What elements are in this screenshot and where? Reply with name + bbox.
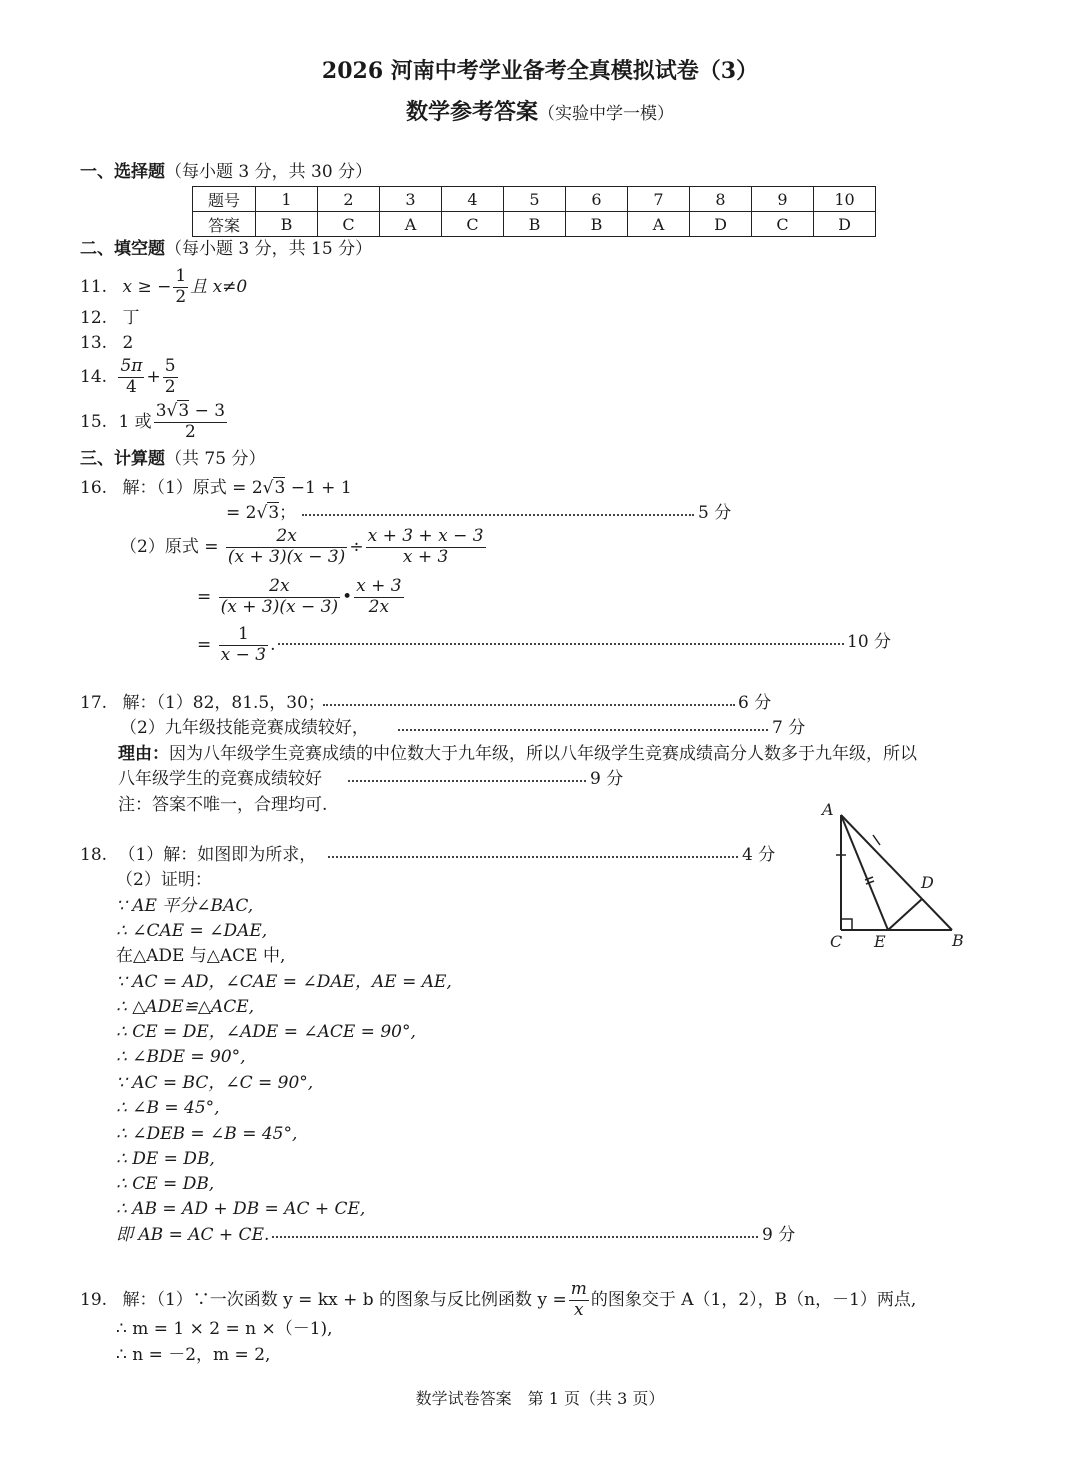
- q11-suffix: 且 x≠0: [190, 276, 248, 297]
- q19-line-3: ∴ n = －2，m = 2,: [116, 1345, 271, 1365]
- row-label-number: 题号: [193, 187, 256, 212]
- table-cell: C: [752, 212, 814, 237]
- table-cell: 9: [752, 187, 814, 212]
- q16-fraction-2: [366, 528, 486, 567]
- label-e: E: [874, 932, 886, 951]
- q18-proof-line: ∴ ∠B = 45°,: [116, 1098, 220, 1118]
- q16-f5-den: x − 3: [220, 644, 267, 665]
- q16-line-2: = 2√3；: [226, 503, 297, 523]
- q18-proof-line: ∴ ∠CAE = ∠DAE,: [116, 921, 268, 941]
- q18-proof-line: ∴ ∠DEB = ∠B = 45°,: [116, 1124, 298, 1144]
- q16-fraction-5: [219, 626, 268, 665]
- label-d: D: [921, 873, 934, 892]
- q18-line-1: [80, 847, 316, 864]
- q16-f3-num: 2x: [219, 578, 340, 598]
- q16-score-2: 10 分: [847, 632, 892, 652]
- q19-frac-den: x: [573, 1299, 584, 1320]
- section2-heading: [80, 241, 372, 258]
- q11-frac-den: 2: [175, 286, 187, 307]
- q17-line-2: （2）九年级技能竞赛成绩较好，: [120, 718, 369, 738]
- table-cell: B: [256, 212, 318, 237]
- table-cell: C: [442, 212, 504, 237]
- q15-num-sqrt: 3: [178, 401, 190, 421]
- subtitle-note: （实验中学一模）: [538, 104, 674, 124]
- q14-plus: +: [146, 366, 161, 387]
- q16-l1-sqrt: 3: [274, 478, 286, 498]
- q18-proof-line: ∴ ∠BDE = 90°,: [116, 1047, 246, 1067]
- q11-number: 11.: [80, 276, 108, 297]
- q15-frac-den: 2: [184, 421, 196, 442]
- q16-divide: ÷: [349, 536, 364, 557]
- q16-score-1: 5 分: [698, 503, 732, 523]
- q15-number: 15.: [80, 411, 108, 432]
- q18-proof-line: ∵ AC = BC，∠C = 90°,: [116, 1073, 314, 1093]
- q16-l1-prefix: 解：（1）原式 = 2: [122, 478, 263, 498]
- page-footer: 数学试卷答案 第 1 页（共 3 页）: [415, 1389, 665, 1408]
- q16-multiply: •: [342, 586, 353, 607]
- label-a: A: [822, 800, 834, 819]
- q18-score-2: 9 分: [762, 1225, 796, 1245]
- table-cell: 2: [318, 187, 380, 212]
- q16-period: .: [270, 634, 276, 655]
- q16-fraction-3: [219, 578, 340, 617]
- q18-conclusion: 即 AB = AC + CE.: [116, 1225, 270, 1245]
- q15-num-coef: 3: [155, 401, 167, 421]
- table-cell: 6: [566, 187, 628, 212]
- q16-f1-den: (x + 3)(x − 3): [227, 546, 346, 567]
- q14-f2-den: 2: [164, 376, 176, 397]
- q17-line-1: [80, 695, 325, 712]
- section3-heading: [80, 451, 265, 468]
- label-b: B: [952, 931, 964, 950]
- section3-title: 三、计算题: [80, 449, 165, 469]
- q18-proof-line: ∴ △ADE≌△ACE,: [116, 997, 255, 1017]
- q18-proof-line: ∴ DE = DB,: [116, 1149, 215, 1169]
- q16-equals: =: [197, 634, 212, 655]
- segment-de: [888, 899, 922, 930]
- table-cell: A: [628, 212, 690, 237]
- table-cell: 1: [256, 187, 318, 212]
- q12-number: 12.: [80, 308, 108, 328]
- leader-dots: [398, 729, 768, 731]
- table-cell: B: [504, 212, 566, 237]
- label-c: C: [830, 932, 843, 951]
- q16-l2-prefix: = 2: [226, 503, 257, 523]
- q16-equals: =: [197, 586, 212, 607]
- table-cell: D: [814, 212, 876, 237]
- q17-number: 17.: [80, 693, 108, 713]
- q14-f1-num: 5π: [120, 356, 143, 376]
- q18-proof-line: ∴ AB = AD + DB = AC + CE,: [116, 1199, 366, 1219]
- q15-fraction: [154, 403, 227, 442]
- q14-fraction-1: [118, 358, 144, 397]
- q18-number: 18.: [80, 845, 108, 865]
- table-cell: C: [318, 212, 380, 237]
- bisector-ae: [841, 815, 888, 930]
- q16-p2-label: （2）原式 =: [120, 536, 219, 557]
- q18-proof-line: 在△ADE 与△ACE 中,: [116, 946, 286, 966]
- q18-proof-line: ∴ CE = DB,: [116, 1174, 215, 1194]
- q16-part2-line-1: [120, 528, 488, 567]
- q17-score-2: 7 分: [772, 718, 806, 738]
- section1-title: 一、选择题: [80, 162, 165, 182]
- leader-dots: [272, 1236, 758, 1238]
- q19-fraction: [569, 1281, 589, 1320]
- q19-l1-suffix: 的图象交于 A（1，2），B（n，－1）两点,: [590, 1289, 917, 1310]
- q17-reason-label: 理由：: [118, 744, 169, 764]
- table-cell: 8: [690, 187, 752, 212]
- q16-f1-num: 2x: [226, 528, 347, 548]
- triangle-figure: [810, 795, 980, 960]
- q12-answer: 丁: [122, 308, 140, 328]
- leader-dots: [328, 856, 738, 858]
- q18-proof-line: ∵ AE 平分∠BAC,: [116, 896, 254, 916]
- subtitle-main: 数学参考答案: [405, 99, 538, 125]
- q16-line-1: 16. 解：（1）原式 = 2√3 −1 + 1: [80, 478, 352, 498]
- section2-note: （每小题 3 分，共 15 分）: [165, 239, 373, 259]
- q15-frac-num: 3√3 − 3: [155, 401, 226, 421]
- table-cell: 3: [380, 187, 442, 212]
- table-cell: B: [566, 212, 628, 237]
- right-angle-mark: [841, 919, 852, 930]
- section3-note: （共 75 分）: [165, 449, 266, 469]
- q16-f4-num: x + 3: [356, 576, 402, 596]
- q17-score-3: 9 分: [590, 769, 624, 789]
- table-row-answers: [193, 212, 876, 237]
- q16-fraction-1: [226, 528, 347, 567]
- q16-part2-line-2: [197, 578, 406, 617]
- q17-score-1: 6 分: [738, 693, 772, 713]
- leader-dots: [323, 704, 735, 706]
- answer-q13: [80, 335, 133, 352]
- answer-q15: [80, 403, 229, 442]
- table-row-numbers: [193, 187, 876, 212]
- row-label-answer: 答案: [193, 212, 256, 237]
- q17-reason-line-1: [118, 746, 917, 763]
- tick-mark-ad: [873, 835, 880, 845]
- q15-num-tail: − 3: [189, 401, 226, 421]
- q14-fraction-2: [163, 358, 178, 397]
- section1-note: （每小题 3 分，共 30 分）: [165, 162, 373, 182]
- q17-part1: 解：（1）82，81.5，30；: [122, 693, 325, 713]
- section2-title: 二、填空题: [80, 239, 165, 259]
- q16-f2-den: x + 3: [402, 546, 449, 567]
- q16-f3-den: (x + 3)(x − 3): [220, 596, 339, 617]
- section1-heading: [80, 164, 372, 181]
- answer-subtitle: [0, 101, 1080, 123]
- answer-q11: [80, 268, 247, 307]
- q19-number: 19.: [80, 1289, 108, 1310]
- q18-proof-line: ∵ AC = AD，∠CAE = ∠DAE，AE = AE,: [116, 972, 452, 992]
- q16-fraction-4: [354, 578, 403, 617]
- table-cell: A: [380, 212, 442, 237]
- table-cell: 10: [814, 187, 876, 212]
- leader-dots: [278, 643, 844, 645]
- q14-f2-num: 5: [164, 356, 176, 376]
- q14-f1-den: 4: [126, 376, 137, 397]
- choice-answer-table: [192, 186, 876, 237]
- side-ab: [841, 815, 952, 930]
- q18-proof-line: （2）证明：: [116, 870, 212, 890]
- q16-l2-suffix: ；: [279, 503, 297, 523]
- q18-proof-line: ∴ CE = DE，∠ADE = ∠ACE = 90°,: [116, 1022, 416, 1042]
- leader-dots: [302, 514, 694, 516]
- q13-number: 13.: [80, 333, 108, 353]
- leader-dots: [348, 780, 586, 782]
- q13-answer: 2: [122, 333, 134, 353]
- q11-fraction: [173, 268, 188, 307]
- table-cell: 5: [504, 187, 566, 212]
- q19-line-2: ∴ m = 1 × 2 = n ×（－1),: [116, 1319, 333, 1339]
- q16-f2-num: x + 3 + x − 3: [367, 526, 484, 546]
- answer-q14: [80, 358, 180, 397]
- table-cell: 4: [442, 187, 504, 212]
- q11-prefix: x ≥ −: [122, 276, 172, 297]
- q18-score-1: 4 分: [742, 845, 776, 865]
- q15-prefix: 1 或: [118, 411, 152, 432]
- q18-part1: （1）解：如图即为所求，: [118, 845, 317, 865]
- q14-number: 14.: [80, 366, 108, 387]
- q19-frac-num: m: [570, 1279, 587, 1299]
- q16-f4-den: 2x: [368, 596, 390, 617]
- q16-l2-sqrt: 3: [268, 503, 280, 523]
- q19-l1-prefix: 解：（1）∵一次函数 y = kx + b 的图象与反比例函数 y =: [122, 1289, 567, 1310]
- q16-f5-num: 1: [219, 626, 268, 646]
- exam-title: 2026 河南中考学业备考全真模拟试卷（3）: [321, 58, 759, 84]
- q17-note: 注：答案不唯一，合理均可.: [118, 795, 328, 815]
- q17-reason-text-1: 因为八年级学生竞赛成绩的中位数大于九年级，所以八年级学生竞赛成绩高分人数多于九年级，所以: [169, 744, 917, 764]
- q11-frac-num: 1: [175, 266, 187, 286]
- q16-part2-line-3: [197, 626, 276, 665]
- answer-q12: [80, 310, 139, 327]
- q19-line-1: [80, 1281, 916, 1320]
- table-cell: 7: [628, 187, 690, 212]
- q16-l1-suffix: −1 + 1: [285, 478, 352, 498]
- table-cell: D: [690, 212, 752, 237]
- q17-reason-line-2: 八年级学生的竞赛成绩较好: [118, 769, 322, 789]
- q16-number: 16.: [80, 478, 108, 498]
